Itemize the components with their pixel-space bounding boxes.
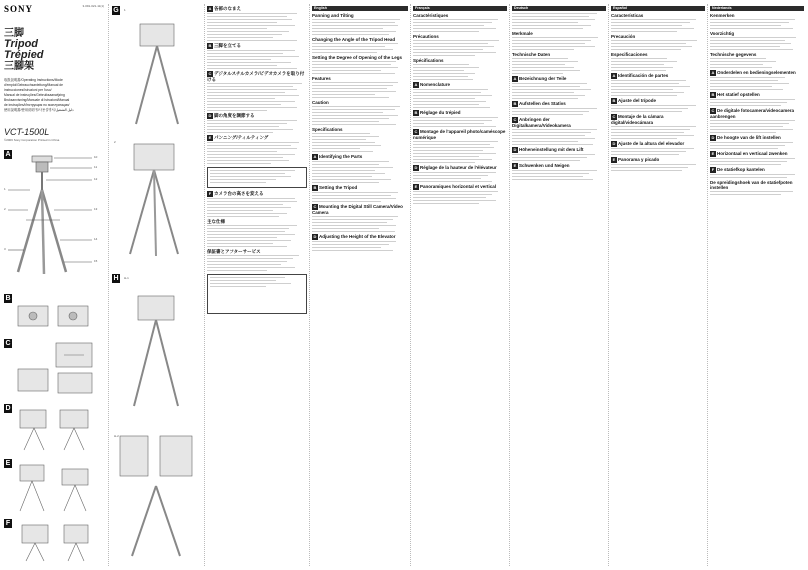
manual-language-list bbox=[4, 78, 104, 113]
nl-heading: E Horizontaal en verticaal zwenken bbox=[711, 151, 788, 156]
fr-heading: A Nomenclature bbox=[414, 82, 451, 87]
en-heading: D Adjusting the Height of the Elevator bbox=[313, 234, 396, 239]
nl-heading: B Het statief opstellen bbox=[711, 92, 760, 97]
figure-label-f: F bbox=[5, 520, 11, 527]
en-heading: Panning and Tilting bbox=[312, 13, 354, 18]
nl-text bbox=[710, 19, 804, 29]
title-en: Tripod bbox=[4, 38, 39, 50]
de-heading: Technische Daten bbox=[512, 52, 551, 57]
nl-heading: A Onderdelen en bedieningselementen bbox=[711, 70, 796, 75]
jp-heading: B 三脚を立てる bbox=[208, 43, 241, 48]
fr-text bbox=[413, 64, 507, 80]
es-text bbox=[611, 105, 705, 112]
manual-line: 取扱説明書/Operating Instructions/Mode bbox=[4, 78, 63, 82]
jp-heading: D 脚の角度を調節する bbox=[208, 113, 255, 118]
callout-number: 12 bbox=[94, 177, 98, 181]
figure-f-art bbox=[4, 519, 104, 564]
language-tab-espanol: Español bbox=[611, 6, 705, 11]
figure-label-a: A bbox=[5, 151, 11, 158]
nl-text bbox=[710, 77, 804, 90]
de-text bbox=[512, 108, 606, 115]
figure-sub-label: H-1 bbox=[124, 276, 129, 280]
callout-number: 1 bbox=[4, 187, 6, 191]
jp-text bbox=[207, 142, 307, 164]
es-column bbox=[611, 4, 705, 566]
language-tab-english: English bbox=[312, 6, 408, 11]
figure-column bbox=[112, 4, 202, 566]
figure-d bbox=[4, 404, 104, 454]
figure-f bbox=[4, 519, 104, 564]
callout-number: 14 bbox=[94, 237, 98, 241]
es-heading: D Ajuste de la altura del elevador bbox=[612, 141, 685, 146]
jp-contact-box bbox=[207, 274, 307, 314]
de-column bbox=[512, 4, 606, 566]
en-text bbox=[312, 161, 408, 183]
fr-text bbox=[413, 117, 507, 127]
language-tab-nederlands: Nederlands bbox=[710, 6, 804, 11]
figure-label-g: G bbox=[113, 7, 119, 14]
jp-heading: E パンニング/ティルティング bbox=[208, 135, 269, 140]
en-text bbox=[312, 241, 408, 251]
de-text bbox=[512, 170, 606, 180]
figure-g-art bbox=[112, 14, 202, 264]
en-heading: Setting the Degree of Opening of the Legs bbox=[312, 55, 403, 60]
manual-line: 使用說明書/使用说明书/사용설명서/دليل التشغيل bbox=[4, 108, 74, 112]
en-text bbox=[312, 61, 408, 74]
fr-column bbox=[413, 4, 507, 566]
fr-text bbox=[413, 172, 507, 182]
nl-heading: D De hoogte van de lift instellen bbox=[711, 135, 781, 140]
en-text bbox=[312, 133, 408, 152]
fr-heading: Caractéristiques bbox=[413, 13, 449, 18]
nl-heading: Technische gegevens bbox=[710, 52, 757, 57]
manual-line: Manual de instruções/Gebruiksaanwijzing bbox=[4, 93, 65, 97]
es-text bbox=[611, 40, 705, 50]
nl-column bbox=[710, 4, 804, 566]
en-heading: Features bbox=[312, 76, 331, 81]
de-heading: C Anbringen der Digitalkamera/Videokamera bbox=[512, 117, 571, 128]
part-number: 3-091-021-11(1) bbox=[82, 4, 104, 8]
column-divider bbox=[707, 4, 708, 566]
fr-heading: D Réglage de la hauteur de l'élévateur bbox=[414, 165, 497, 170]
copyright: ©2006 Sony Corporation Printed in China bbox=[4, 138, 60, 142]
figure-a bbox=[4, 150, 104, 280]
en-text bbox=[312, 106, 408, 125]
es-text bbox=[611, 148, 705, 155]
es-heading: C Montaje de la cámara digital/videocámara bbox=[611, 114, 664, 125]
column-divider bbox=[509, 4, 510, 566]
en-text bbox=[312, 82, 408, 98]
nl-text bbox=[710, 158, 804, 165]
de-heading: Merkmale bbox=[512, 31, 533, 36]
figure-b bbox=[4, 294, 104, 334]
column-divider bbox=[108, 4, 109, 566]
nl-heading: C De digitale fotocamera/videocamera aanbrengen bbox=[710, 108, 795, 119]
es-heading: E Panorama y picado bbox=[612, 157, 660, 162]
es-text bbox=[611, 80, 705, 96]
es-text bbox=[611, 126, 705, 139]
nl-heading: De spreidingshoek van de statiefpoten instellen bbox=[710, 180, 793, 190]
figure-e bbox=[4, 459, 104, 514]
brand-logo: SONY bbox=[4, 4, 34, 14]
de-text bbox=[512, 13, 606, 29]
de-text bbox=[512, 129, 606, 145]
fr-heading: C Montage de l'appareil photo/caméscope numérique bbox=[413, 129, 506, 140]
fr-text bbox=[413, 141, 507, 163]
jp-text bbox=[207, 83, 307, 111]
fr-heading: E Panoramiques horizontal et vertical bbox=[414, 184, 497, 189]
figure-label-h: H bbox=[113, 275, 119, 282]
nl-heading: F De statiefkop kantelen bbox=[711, 167, 765, 172]
de-text bbox=[512, 37, 606, 50]
manual-line: d'emploi/Gebrauchsanleitung/Manual de bbox=[4, 83, 63, 87]
fr-text bbox=[413, 191, 507, 204]
es-heading: A Identificación de partes bbox=[612, 73, 669, 78]
figure-h-art bbox=[112, 286, 202, 566]
figure-label-d: D bbox=[5, 405, 11, 412]
jp-column bbox=[207, 4, 307, 566]
title-jp: 三脚 bbox=[4, 28, 24, 39]
es-heading: Características bbox=[611, 13, 644, 18]
figure-b-art bbox=[4, 294, 104, 334]
figure-e-art bbox=[4, 459, 104, 514]
es-heading: Especificaciones bbox=[611, 52, 648, 57]
nl-text bbox=[710, 174, 804, 178]
tripod-diagram bbox=[4, 150, 104, 280]
column-divider bbox=[204, 4, 205, 566]
figure-sub-label: 2 bbox=[114, 140, 116, 144]
jp-text bbox=[207, 255, 307, 271]
jp-text bbox=[207, 13, 307, 41]
nl-heading: Voorzichtig bbox=[710, 31, 735, 36]
nl-text bbox=[710, 120, 804, 133]
figure-d-art bbox=[4, 404, 104, 454]
fr-heading: Spécifications bbox=[413, 58, 444, 63]
fr-text bbox=[413, 89, 507, 108]
column-divider bbox=[608, 4, 609, 566]
jp-heading: F カメラ台の高さを変える bbox=[208, 191, 264, 196]
fr-text bbox=[413, 19, 507, 32]
callout-number: 3 bbox=[4, 247, 6, 251]
language-tab-deutsch: Deutsch bbox=[512, 6, 606, 11]
manual-line: instrucciones/Istruzioni per l'uso/ bbox=[4, 88, 52, 92]
en-heading: A Identifying the Parts bbox=[313, 154, 363, 159]
de-text bbox=[512, 154, 606, 161]
jp-text bbox=[207, 120, 307, 133]
jp-heading: A 各部のなまえ bbox=[208, 6, 241, 11]
jp-text bbox=[207, 225, 307, 247]
en-text bbox=[312, 19, 408, 35]
de-heading: E Schwenken und Neigen bbox=[513, 163, 570, 168]
title-fr: Trépied bbox=[4, 49, 44, 61]
en-column bbox=[312, 4, 408, 566]
jp-heading: C デジタルスチルカメラ/ビデオカメラを取り付ける bbox=[207, 71, 305, 82]
es-text bbox=[611, 164, 705, 171]
figure-c bbox=[4, 339, 104, 399]
cover-panel bbox=[4, 4, 104, 566]
es-heading: Precaución bbox=[611, 34, 636, 39]
figure-c-art bbox=[4, 339, 104, 399]
en-heading: C Mounting the Digital Still Camera/Video Camera bbox=[312, 204, 403, 215]
manual-line: Bruksanvisning/Manuale di Istruzioni/Manual bbox=[4, 98, 70, 102]
jp-heading: 主な仕様 bbox=[207, 219, 225, 224]
callout-number: 11 bbox=[94, 165, 98, 169]
jp-text bbox=[207, 198, 307, 217]
callout-number: 2 bbox=[4, 207, 6, 211]
nl-text bbox=[710, 37, 804, 50]
de-text bbox=[512, 58, 606, 74]
manual-line: de instruções/Инструкция по эксплуатации/ bbox=[4, 103, 70, 107]
nl-text bbox=[710, 58, 804, 68]
jp-note-box bbox=[207, 167, 307, 188]
en-heading: Caution bbox=[312, 100, 329, 105]
de-heading: A Bezeichnung der Teile bbox=[513, 76, 567, 81]
nl-text bbox=[710, 99, 804, 106]
de-heading: B Aufstellen des Stativs bbox=[513, 101, 566, 106]
fr-heading: B Réglage du trépied bbox=[414, 110, 461, 115]
en-heading: Changing the Angle of the Tripod Head bbox=[312, 37, 396, 42]
nl-heading: Kenmerken bbox=[710, 13, 735, 18]
title-zh: 三腳架 bbox=[4, 61, 34, 72]
jp-text bbox=[207, 50, 307, 69]
figure-sub-label: H-2 bbox=[114, 434, 119, 438]
es-text bbox=[611, 58, 705, 71]
callout-number: 13 bbox=[94, 207, 98, 211]
figure-label-b: B bbox=[5, 295, 11, 302]
es-heading: B Ajuste del trípode bbox=[612, 98, 657, 103]
fr-text bbox=[413, 40, 507, 56]
en-text bbox=[312, 216, 408, 232]
column-divider bbox=[309, 4, 310, 566]
language-tab-francais: Français bbox=[413, 6, 507, 11]
nl-text bbox=[710, 191, 804, 195]
fr-heading: Précautions bbox=[413, 34, 439, 39]
jp-heading: 保証書とアフターサービス bbox=[207, 249, 261, 254]
callout-number: 10 bbox=[94, 155, 98, 159]
model-number: VCT-1500L bbox=[4, 127, 50, 137]
en-heading: Specifications bbox=[312, 127, 343, 132]
figure-sub-label: 1 bbox=[124, 8, 126, 12]
callout-number: 15 bbox=[94, 259, 98, 263]
es-text bbox=[611, 19, 705, 32]
de-heading: D Höheneinstellung mit dem Lift bbox=[513, 147, 584, 152]
column-divider bbox=[410, 4, 411, 566]
de-text bbox=[512, 83, 606, 99]
figure-label-c: C bbox=[5, 340, 11, 347]
en-text bbox=[312, 192, 408, 202]
en-heading: B Setting the Tripod bbox=[313, 185, 358, 190]
figure-label-e: E bbox=[5, 460, 11, 467]
nl-text bbox=[710, 142, 804, 149]
en-text bbox=[312, 43, 408, 53]
